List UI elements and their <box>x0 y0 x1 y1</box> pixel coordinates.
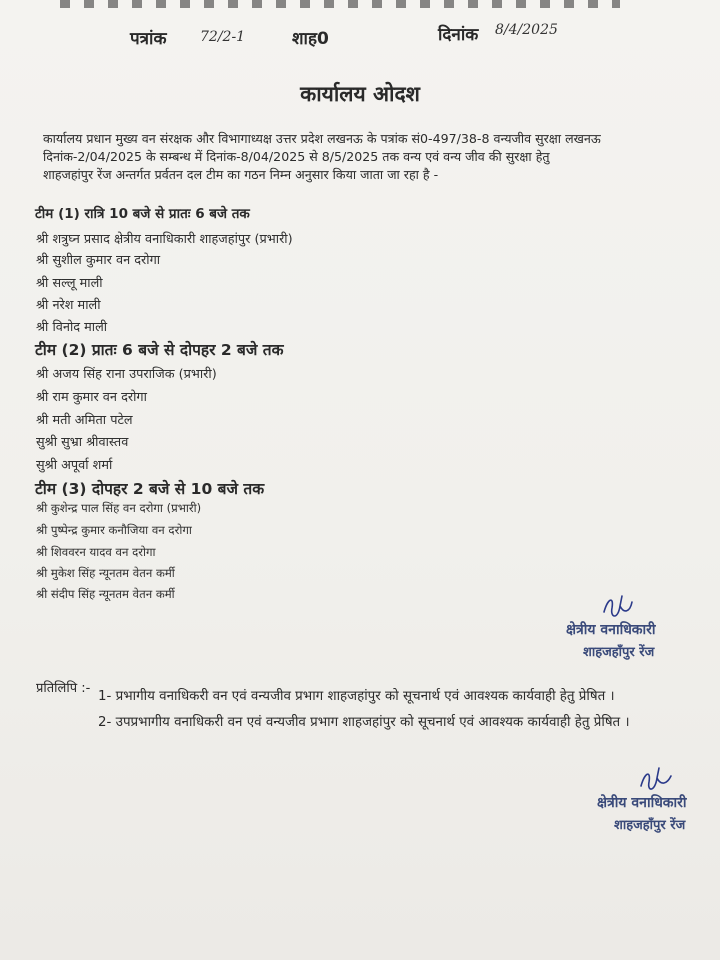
signatory-range-1: शाहजहाँपुर रेंज <box>583 645 655 660</box>
team-2-member: श्री मती अमिता पटेल <box>36 413 133 428</box>
intro-line: कार्यालय प्रधान मुख्य वन संरक्षक और विभागाध्यक्ष उत्तर प्रदेश लखनऊ के पत्रांक सं0-497/38-8 वन्यजीव सुरक्षा लखनऊ <box>43 131 601 146</box>
signatory-title-2: क्षेत्रीय वनाधिकारी <box>597 795 687 811</box>
date-label: दिनांक <box>438 25 479 45</box>
copy-item: 1- प्रभागीय वनाधिकरी वन एवं वन्यजीव प्रभाग शाहजहांपुर को सूचनार्थ एवं आवश्यक कार्यवाही हेतु प्रेषित । <box>98 689 615 704</box>
team-1-member: श्री नरेश माली <box>36 298 101 313</box>
signatory-title-1: क्षेत्रीय वनाधिकारी <box>566 622 656 638</box>
team-1-member: श्री विनोद माली <box>36 320 108 335</box>
team-2-heading: टीम (2) प्रातः 6 बजे से दोपहर 2 बजे तक <box>35 341 284 359</box>
signatory-range-2: शाहजहाँपुर रेंज <box>614 818 686 833</box>
intro-paragraph <box>43 130 693 184</box>
team-3-member: श्री संदीप सिंह न्यूनतम वेतन कर्मी <box>36 587 175 601</box>
office-code: शाह0 <box>292 29 329 49</box>
team-1-heading: टीम (1) रात्रि 10 बजे से प्रातः 6 बजे तक <box>35 206 250 222</box>
team-3-member: श्री मुकेश सिंह न्यूनतम वेतन कर्मी <box>36 566 175 580</box>
team-2-member: सुश्री अपूर्वा शर्मा <box>36 458 113 473</box>
intro-line: शाहजहांपुर रेंज अन्तर्गत प्रर्वतन दल टीम का गठन निम्न अनुसार किया जाता जा रहा है - <box>43 167 439 182</box>
team-1-member: श्री सुशील कुमार वन दरोगा <box>36 253 161 268</box>
team-1-member: श्री शत्रुघ्न प्रसाद क्षेत्रीय वनाधिकारी शाहजहांपुर (प्रभारी) <box>36 232 293 247</box>
team-2-member: श्री अजय सिंह राना उपराजिक (प्रभारी) <box>36 367 217 382</box>
team-2-member: श्री राम कुमार वन दरोगा <box>36 390 147 405</box>
page-title: कार्यालय ओदश <box>300 82 420 106</box>
team-3-member: श्री शिववरन यादव वन दरोगा <box>36 545 156 559</box>
letter-no-value: 72/2-1 <box>200 29 246 45</box>
team-3-member: श्री कुशेन्द्र पाल सिंह वन दरोगा (प्रभारी) <box>36 501 202 515</box>
letter-no-label: पत्रांक <box>130 29 167 49</box>
team-3-member: श्री पुष्पेन्द्र कुमार कनौजिया वन दरोगा <box>36 523 192 537</box>
copy-label: प्रतिलिपि :- <box>36 681 91 696</box>
intro-line: दिनांक-2/04/2025 के सम्बन्ध में दिनांक-8/04/2025 से 8/5/2025 तक वन्य एवं वन्य जीव की सुरक्षा हेतु <box>43 149 550 164</box>
cropped-letterhead <box>60 0 620 8</box>
team-2-member: सुश्री सुभ्रा श्रीवास्तव <box>36 435 129 450</box>
date-value: 8/4/2025 <box>495 22 558 38</box>
team-3-heading: टीम (3) दोपहर 2 बजे से 10 बजे तक <box>35 480 265 498</box>
team-1-member: श्री सल्लू माली <box>36 276 103 291</box>
copy-item: 2- उपप्रभागीय वनाधिकरी वन एवं वन्यजीव प्रभाग शाहजहांपुर को सूचनार्थ एवं आवश्यक कार्यवाही हेतु प्रेषित । <box>98 715 630 730</box>
